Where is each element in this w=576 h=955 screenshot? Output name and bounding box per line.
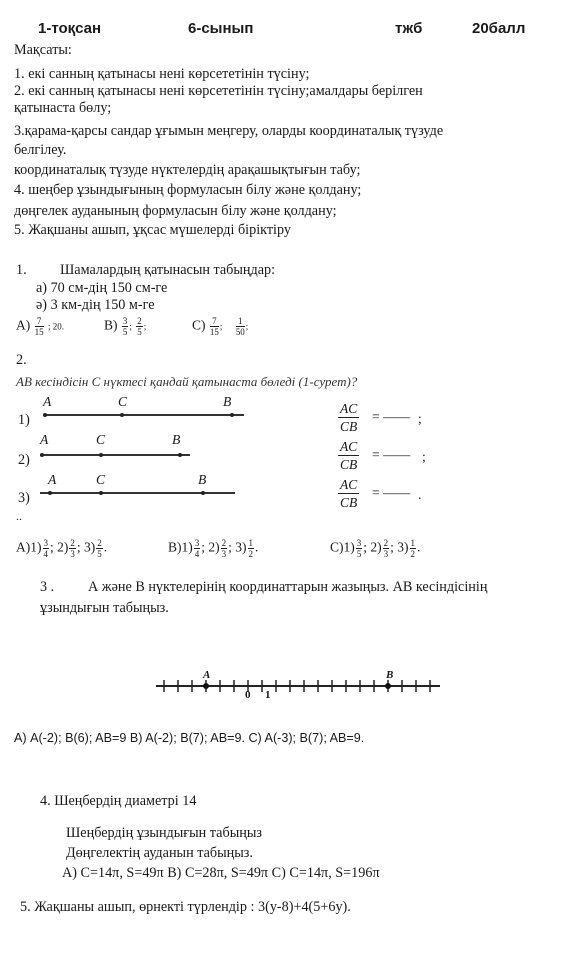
point-c-label: C (118, 394, 128, 409)
q2-option-a[interactable]: А)1) $\frac{3}{4}$ ; 2) $\frac{2}{3}$ ; 3) $\frac{2}{5}$ . (16, 538, 108, 559)
point-b (178, 453, 182, 457)
fraction: $\frac{7}{15}$ (34, 316, 44, 337)
zero-label: 0 (245, 689, 251, 701)
q2-option-b[interactable]: В)1) $\frac{3}{4}$ ; 2) $\frac{2}{3}$ ; 3) $\frac{1}{2}$ . (168, 538, 259, 559)
objective-line: белгілеу. (14, 142, 67, 158)
q3-options[interactable]: А) A(-2); B(6); AB=9 В) A(-2); B(7); AB=9. С) A(-3); B(7); AB=9. (14, 731, 365, 745)
option-label: В) (104, 317, 118, 333)
objective-line: координаталық түзуде нүктелердің арақашықтығын табу; (14, 162, 361, 178)
header-score: 20балл (472, 20, 526, 37)
number-line (150, 664, 450, 706)
q2-row-label: 1) (18, 412, 30, 428)
q2-text: AB кесіндісін C нүктесі қандай қатынаста бөледі (1-сурет)? (16, 374, 358, 389)
segment-ab (40, 454, 190, 456)
point-b-label: B (386, 669, 394, 681)
segment-ab (40, 492, 235, 494)
point-b-label: B (198, 472, 207, 487)
option-label: С) (192, 317, 206, 333)
q4-line-1: 4. Шеңбердің диаметрі 14 (40, 793, 197, 809)
objective-line: дөңгелек ауданының формуласын білу және қолдану; (14, 203, 337, 219)
q2-number: 2. (16, 352, 27, 368)
fraction: $\frac{7}{15}$ (209, 316, 219, 337)
point-b-label: B (223, 394, 232, 409)
ratio-blank: = —— (372, 447, 411, 462)
objective-line: 2. екі санның қатынасы нені көрсететінін түсіну;амалдары берілген (14, 83, 423, 99)
q3-number: 3 . (40, 579, 55, 595)
point-a-label: A (40, 432, 49, 447)
point-b-mark (385, 683, 391, 689)
q1-number: 1. (16, 262, 27, 278)
point-c (120, 413, 124, 417)
q1-option-b[interactable]: В) $\frac{3}{5}$ ; $\frac{2}{5}$ ; (104, 316, 147, 337)
point-c (99, 491, 103, 495)
point-c (99, 453, 103, 457)
option-label: А) (16, 317, 31, 333)
q4-options[interactable]: А) C=14π, S=49π В) C=28π, S=49π С) C=14π, S=196π (62, 865, 380, 881)
dots: .. (16, 509, 22, 523)
header-grade: 6-сынып (188, 20, 254, 37)
q2-row-label: 3) (18, 490, 30, 506)
ratio-end: ; (418, 411, 422, 426)
objective-line: 5. Жақшаны ашып, ұқсас мүшелерді біріктіру (14, 222, 291, 238)
one-label: 1 (265, 689, 271, 701)
objective-line: қатынаста бөлу; (14, 100, 112, 116)
point-c-label: C (96, 432, 106, 447)
q5-text: 5. Жақшаны ашып, өрнекті түрлендір : 3(y-8)+4(5+6y). (20, 899, 351, 915)
fraction: $\frac{1}{50}$ (235, 316, 245, 337)
q2-option-c[interactable]: С)1) $\frac{3}{5}$ ; 2) $\frac{2}{3}$ ; 3) $\frac{1}{2}$ . (330, 538, 421, 559)
objective-line: 3.қарама-қарсы сандар ұғымын меңгеру, оларды координаталық түзуде (14, 123, 444, 139)
point-a-label: A (203, 669, 211, 681)
point-a (43, 413, 47, 417)
q1-option-a[interactable]: А) $\frac{7}{15}$ ; 20. (16, 316, 65, 337)
ratio-end: . (418, 487, 422, 502)
point-a (40, 453, 44, 457)
objective-line: 4. шеңбер ұзындығының формуласын білу және қолдану; (14, 182, 362, 198)
point-c-label: C (96, 472, 106, 487)
ratio-fraction: $\frac{AC}{CB}$ (340, 401, 358, 434)
q1-text: Шамалардың қатынасын табыңдар: (60, 262, 276, 278)
q1-option-c[interactable]: С) $\frac{7}{15}$ ; $\frac{1}{50}$ ; (192, 316, 249, 337)
q3-text-2: ұзындығын табыңыз. (40, 600, 169, 616)
header-term: 1-тоқсан (38, 20, 102, 37)
point-b (201, 491, 205, 495)
point-b (230, 413, 234, 417)
point-a (48, 491, 52, 495)
ratio-blank: = —— (372, 409, 411, 424)
point-a-label: A (43, 394, 52, 409)
ratio-blank: = —— (372, 485, 411, 500)
fraction: $\frac{3}{5}$ (122, 316, 128, 337)
objective-line: 1. екі санның қатынасы нені көрсететінін түсіну; (14, 66, 310, 82)
q1-part-a: а) 70 см-дің 150 см-ге (36, 280, 168, 296)
segment-ab (44, 414, 244, 416)
point-a-label: A (48, 472, 57, 487)
objectives-title: Мақсаты: (14, 42, 72, 58)
q1-part-b: ә) 3 км-дің 150 м-ге (36, 297, 155, 313)
ratio-fraction: $\frac{AC}{CB}$ (340, 439, 358, 472)
q3-text-1: А және В нүктелерінің координаттарын жазыңыз. АВ кесіндісінің (88, 579, 488, 595)
ratio-fraction: $\frac{AC}{CB}$ (340, 477, 358, 510)
point-a-mark (203, 683, 209, 689)
q4-line-2: Шеңбердің ұзындығын табыңыз (66, 825, 262, 841)
header-type: тжб (395, 20, 423, 37)
fraction: $\frac{2}{5}$ (137, 316, 142, 337)
ratio-end: ; (422, 449, 426, 464)
point-b-label: B (172, 432, 181, 447)
q4-line-3: Дөңгелектің ауданын табыңыз. (66, 845, 253, 861)
q2-row-label: 2) (18, 452, 30, 468)
